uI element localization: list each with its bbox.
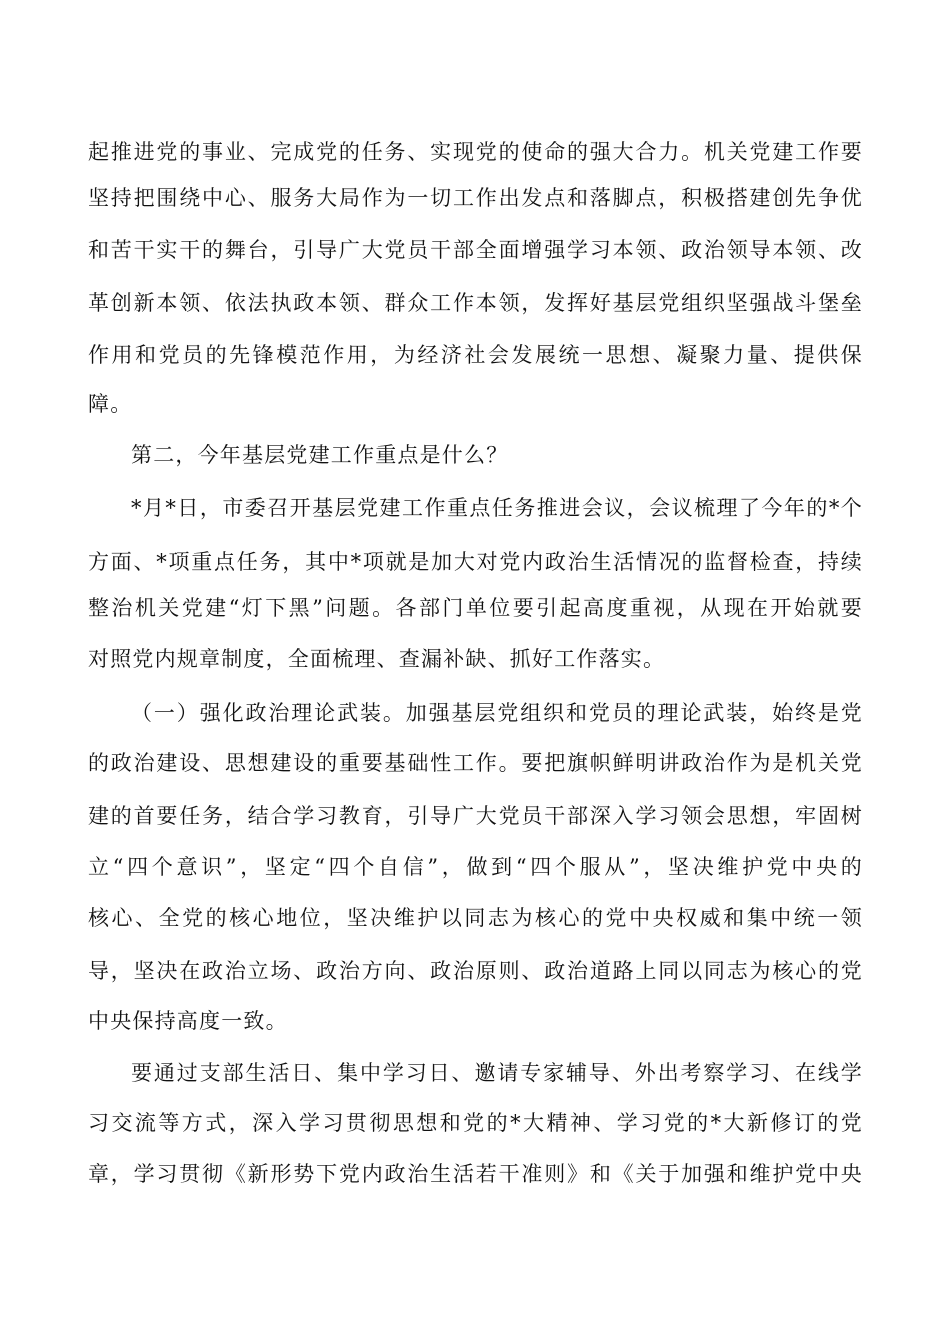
text-line: 对照党内规章制度，全面梳理、查漏补缺、抓好工作落实。	[88, 647, 666, 671]
text-line: 习交流等方式，深入学习贯彻思想和党的*大精神、学习党的*大新修订的党	[88, 1111, 863, 1135]
text-line: 作用和党员的先锋模范作用，为经济社会发展统一思想、凝聚力量、提供保	[88, 343, 863, 367]
text-line: 革创新本领、依法执政本领、群众工作本领，发挥好基层党组织坚强战斗堡垒	[88, 291, 863, 315]
text-line: 立“四个意识”，坚定“四个自信”，做到“四个服从”，坚决维护党中央的	[88, 855, 863, 879]
text-line: *月*日，市委召开基层党建工作重点任务推进会议，会议梳理了今年的*个	[131, 496, 863, 520]
text-line: 章，学习贯彻《新形势下党内政治生活若干准则》和《关于加强和维护党中央	[88, 1162, 863, 1186]
text-line: 导，坚决在政治立场、政治方向、政治原则、政治道路上同以同志为核心的党	[88, 959, 863, 983]
text-line: 和苦干实干的舞台，引导广大党员干部全面增强学习本领、政治领导本领、改	[88, 238, 863, 262]
text-line: 的政治建设、思想建设的重要基础性工作。要把旗帜鲜明讲政治作为是机关党	[88, 751, 863, 775]
text-line: 障。	[88, 392, 133, 416]
text-line: 要通过支部生活日、集中学习日、邀请专家辅导、外出考察学习、在线学	[131, 1061, 863, 1085]
text-line: 建的首要任务，结合学习教育，引导广大党员干部深入学习领会思想，牢固树	[88, 804, 863, 828]
text-line: 坚持把围绕中心、服务大局作为一切工作出发点和落脚点，积极搭建创先争优	[88, 186, 863, 210]
subsection-heading: （一）强化政治理论武装。加强基层党组织和党员的理论武装，始终是党	[131, 701, 863, 725]
text-line: 起推进党的事业、完成党的任务、实现党的使命的强大合力。机关党建工作要	[88, 140, 863, 164]
text-line: 方面、*项重点任务，其中*项就是加大对党内政治生活情况的监督检查，持续	[88, 550, 863, 574]
section-heading: 第二，今年基层党建工作重点是什么？	[131, 443, 509, 467]
text-line: 中央保持高度一致。	[88, 1009, 288, 1033]
text-line: 核心、全党的核心地位，坚决维护以同志为核心的党中央权威和集中统一领	[88, 906, 863, 930]
text-line: 整治机关党建“灯下黑”问题。各部门单位要引起高度重视，从现在开始就要	[88, 596, 863, 620]
